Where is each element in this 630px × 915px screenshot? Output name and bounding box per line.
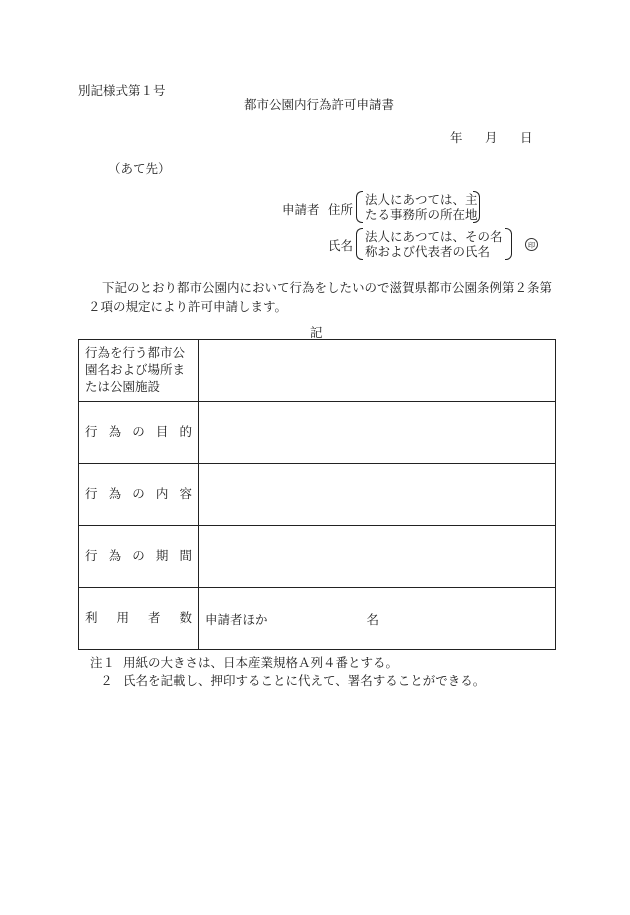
note-number: 注１ xyxy=(90,655,116,670)
note-number: ２ xyxy=(100,673,113,689)
name-note-line-1: 法人にあつては、その名 xyxy=(365,229,503,244)
note-text: 氏名を記載し、押印することに代えて、署名することができる。 xyxy=(123,673,486,689)
table-row xyxy=(79,402,556,464)
addressee: （あて先） xyxy=(108,161,171,176)
notes xyxy=(90,654,485,690)
row-label-purpose: 行為の目的 xyxy=(79,402,199,464)
row-label-period: 行為の期間 xyxy=(79,526,199,588)
date-day-label: 日 xyxy=(520,130,533,145)
application-statement: 下記のとおり都市公園内において行為をしたいので滋賀県都市公園条例第２条第２項の規定により許可申請します。 xyxy=(88,280,553,314)
table-row xyxy=(79,464,556,526)
row-value-user-count[interactable] xyxy=(199,588,556,650)
application-table xyxy=(78,339,556,650)
applicant-label: 申請者 xyxy=(282,202,320,217)
name-note-line-2: 称および代表者の氏名 xyxy=(365,244,491,259)
address-note-line-2: たる事務所の所在地 xyxy=(365,207,478,222)
form-number: 別記様式第１号 xyxy=(78,83,166,98)
seal-text: 印 xyxy=(528,241,535,250)
note-text: 用紙の大きさは、日本産業規格Ａ列４番とする。 xyxy=(123,655,399,670)
row-value-park-location[interactable] xyxy=(199,340,556,402)
document-title: 都市公園内行為許可申請書 xyxy=(244,97,395,112)
ki-heading: 記 xyxy=(310,325,323,340)
row-value-content[interactable] xyxy=(199,464,556,526)
address-note-bracket xyxy=(356,191,480,223)
name-note-bracket xyxy=(356,228,512,260)
table-row xyxy=(79,340,556,402)
address-label: 住所 xyxy=(328,202,354,217)
row-value-period[interactable] xyxy=(199,526,556,588)
note-item xyxy=(90,654,485,672)
row-value-purpose[interactable] xyxy=(199,402,556,464)
address-note-line-1: 法人にあつては、主 xyxy=(365,192,478,207)
name-label: 氏名 xyxy=(328,238,354,253)
user-count-prefix: 申請者ほか xyxy=(205,611,268,627)
table-row xyxy=(79,526,556,588)
row-label-park-location: 行為を行う都市公園名および場所または公園施設 xyxy=(79,340,199,402)
note-item xyxy=(90,672,485,690)
row-label-user-count: 利用者数 xyxy=(79,588,199,650)
seal-icon xyxy=(525,238,538,251)
row-label-content: 行為の内容 xyxy=(79,464,199,526)
table-row xyxy=(79,588,556,650)
date-year-label: 年 xyxy=(450,130,463,145)
date-month-label: 月 xyxy=(485,130,498,145)
user-count-unit: 名 xyxy=(366,611,380,627)
